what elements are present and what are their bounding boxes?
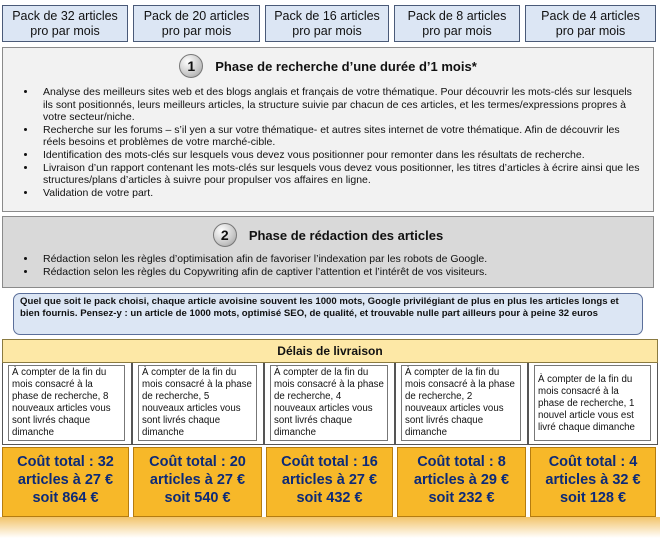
delivery-text: À compter de la fin du mois consacré à la phase de recherche, 8 nouveaux articles vous sont livrés chaque dimanche	[8, 365, 125, 441]
cost-box-20	[133, 447, 262, 517]
step-number-badge: 1	[179, 54, 203, 78]
list-item: • Rédaction selon les règles d’optimisation afin de favoriser l’indexation par les robots de Google.	[37, 253, 641, 266]
cost-line: Coût total : 16	[281, 454, 378, 470]
cost-line: articles à 27 €	[149, 472, 246, 488]
cost-total: soit 432 €	[296, 490, 363, 506]
cost-total: soit 540 €	[164, 490, 231, 506]
pack-subtitle: pro par mois	[555, 24, 626, 38]
cost-total: soit 864 €	[32, 490, 99, 506]
pack-title: Pack de 32 articles	[12, 9, 118, 23]
cost-box-4	[530, 447, 656, 517]
delivery-column-8	[395, 363, 528, 445]
pack-subtitle: pro par mois	[292, 24, 362, 38]
list-item: • Rédaction selon les règles du Copywriting afin de captiver l’attention et l’intérêt de vos visiteurs.	[37, 266, 641, 279]
pack-8-header	[394, 5, 520, 42]
phase-1-section	[2, 47, 654, 212]
cost-line: articles à 29 €	[413, 472, 510, 488]
article-length-note: Quel que soit le pack choisi, chaque article avoisine souvent les 1000 mots, Google privilégiant de plus en plus les articles longs et bien fournis. Pensez-y : un article de 1000 mots, optimisé SEO, de qualité, et trouvable nulle part ailleurs pour à peine 32 euros	[13, 293, 643, 335]
pack-title: Pack de 16 articles	[274, 9, 380, 23]
cost-box-8	[397, 447, 526, 517]
phase-1-list	[3, 86, 653, 199]
bottom-gradient-strip	[0, 517, 660, 538]
list-item: • Recherche sur les forums – s’il yen a sur votre thématique- et autres sites internet de votre thématique. Afin de découvrir les réels besoins et problèmes de votre marché-cible.	[37, 124, 641, 149]
pack-title: Pack de 4 articles	[541, 9, 640, 23]
phase-1-header	[3, 54, 653, 78]
cost-line: articles à 27 €	[17, 472, 114, 488]
pack-subtitle: pro par mois	[30, 24, 100, 38]
phase-2-title: Phase de rédaction des articles	[248, 227, 444, 243]
list-item: • Validation de votre part.	[37, 187, 641, 200]
cost-box-16	[266, 447, 393, 517]
cost-total: soit 128 €	[559, 490, 627, 506]
delivery-column-4	[528, 363, 658, 445]
step-number-badge: 2	[213, 223, 237, 247]
delivery-header: Délais de livraison	[2, 339, 658, 363]
delivery-column-20	[132, 363, 264, 445]
phase-2-header	[3, 223, 653, 247]
delivery-text: À compter de la fin du mois consacré à la phase de recherche, 2 nouveaux articles vous sont livrés chaque dimanche	[401, 365, 521, 441]
list-item: • Analyse des meilleurs sites web et des blogs anglais et français de votre thématique. Pour découvrir les mots-clés sur lesquels ils sont positionnés, leurs meilleurs articles, la structure suivie par chacun de ces articles, et les termes/expressions propres à votre secteur/niche.	[37, 86, 641, 124]
pack-4-header	[525, 5, 656, 42]
pack-subtitle: pro par mois	[161, 24, 232, 38]
cost-box-32	[2, 447, 129, 517]
delivery-text: À compter de la fin du mois consacré à la phase de recherche, 5 nouveaux articles vous sont livrés chaque dimanche	[138, 365, 257, 441]
pack-subtitle: pro par mois	[422, 24, 492, 38]
delivery-column-32	[2, 363, 132, 445]
phase-1-title: Phase de recherche d’une durée d’1 mois*	[215, 58, 477, 74]
pack-20-header	[133, 5, 260, 42]
pack-title: Pack de 8 articles	[407, 9, 507, 23]
phase-2-list	[3, 253, 653, 278]
cost-line: Coût total : 32	[17, 454, 114, 470]
cost-line: Coût total : 20	[149, 454, 246, 470]
delivery-text: À compter de la fin du mois consacré à la phase de recherche, 4 nouveaux articles vous sont livrés chaque dimanche	[270, 365, 388, 441]
cost-line: articles à 27 €	[281, 472, 378, 488]
phase-2-section	[2, 216, 654, 288]
delivery-text: À compter de la fin du mois consacré à la phase de recherche, 1 nouvel article vous est livré chaque dimanche	[534, 365, 651, 441]
pack-title: Pack de 20 articles	[143, 9, 250, 23]
cost-line: Coût total : 8	[417, 454, 506, 470]
cost-line: Coût total : 4	[548, 454, 638, 470]
list-item: • Identification des mots-clés sur lesquels vous devez vous positionner pour remonter dans les résultats de recherche.	[37, 149, 641, 162]
list-item: • Livraison d’un rapport contenant les mots-clés sur lesquels vous devez vous positionner, les titres d’articles à écrire ainsi que les structures/plans d’articles à suivre pour propulser vos affaires en ligne.	[37, 162, 641, 187]
delivery-column-16	[264, 363, 395, 445]
cost-total: soit 232 €	[428, 490, 495, 506]
pack-16-header	[265, 5, 389, 42]
pack-32-header	[2, 5, 128, 42]
cost-line: articles à 32 €	[545, 472, 641, 488]
